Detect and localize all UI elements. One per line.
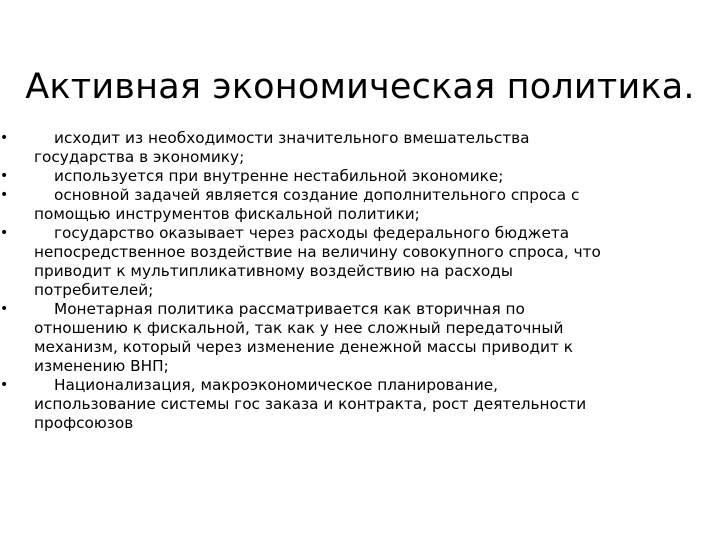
bullet-item	[0, 186, 668, 224]
bullet-text: Монетарная политика рассматривается как вторичная по отношению к фискальной, так как у нее сложный передаточный механизм, который через изменение денежной массы приводит к изменению ВНП;	[34, 300, 573, 375]
bullet-item	[0, 300, 668, 376]
bullet-text: Национализация, макроэкономическое планирование, использование системы гос заказа и контракта, рост деятельности профсоюзов	[34, 376, 587, 432]
bullet-item	[0, 224, 668, 300]
bullet-dot-icon: •	[0, 301, 9, 317]
bullet-dot-icon: •	[0, 187, 9, 203]
bullet-item	[0, 167, 668, 186]
bullet-dot-icon: •	[0, 225, 9, 241]
slide-title: Активная экономическая политика.	[25, 67, 695, 108]
bullet-dot-icon: •	[0, 130, 9, 146]
bullet-text: используется при внутренне нестабильной экономике;	[54, 167, 504, 185]
bullet-dot-icon: •	[0, 168, 9, 184]
bullet-text: исходит из необходимости значительного вмешательства государства в экономику;	[34, 129, 530, 166]
bullet-item	[0, 129, 668, 167]
bullet-item	[0, 376, 668, 433]
bullet-dot-icon: •	[0, 377, 9, 393]
bullet-list	[0, 129, 668, 433]
bullet-text: государство оказывает через расходы федерального бюджета непосредственное воздействие на величину совокупного спроса, что приводит к мультипликативному воздействию на расходы потребителей;	[34, 224, 601, 299]
bullet-text: основной задачей является создание дополнительного спроса с помощью инструментов фискальной политики;	[34, 186, 580, 223]
